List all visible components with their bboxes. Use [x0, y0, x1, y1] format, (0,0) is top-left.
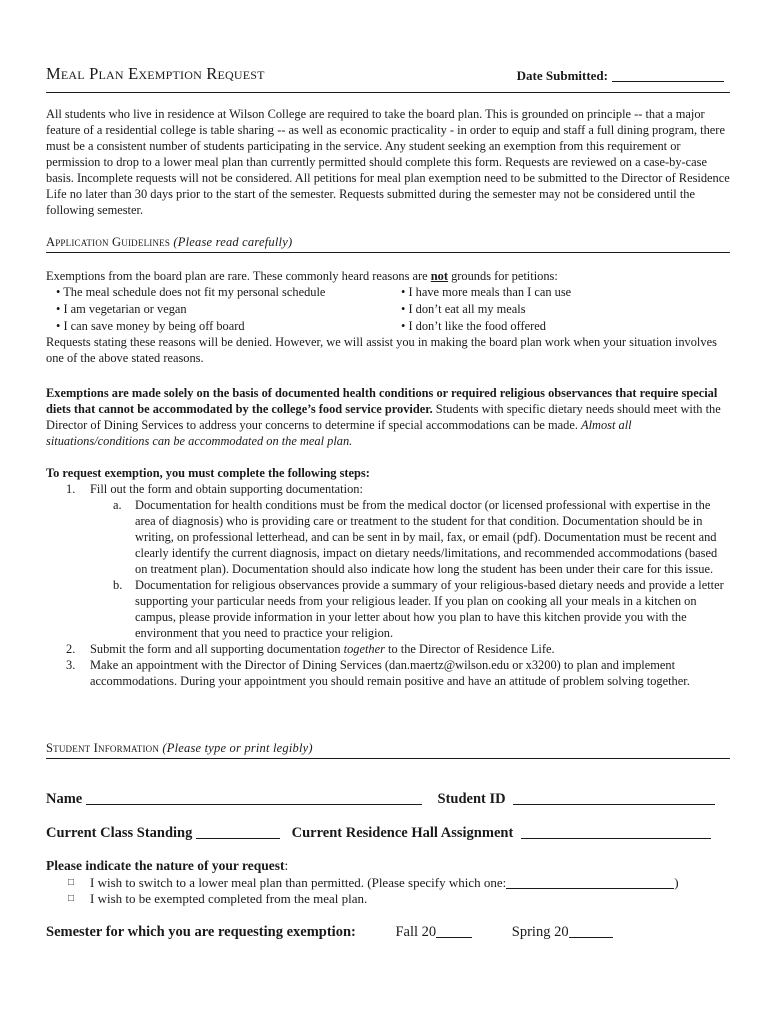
- student-id-field[interactable]: [513, 790, 715, 805]
- step-1a: a. Documentation for health conditions must be from the medical doctor (or licensed professional with expertise in the area of diagnosis) who is providing care or treatment to the student for that condition. Documentation should be in writing, on professional letterhead, and can be sent in by mail, fax, or email (pdf). Documentation must be recent and clearly identify the current diagnosis, impact on dietary needs/limitations, and recommended accommodations (based on treatment plan). Documentation should also indicate how long the student has been under their care for this issue.: [113, 498, 718, 576]
- list-item: • I can save money by being off board: [56, 319, 245, 333]
- steps-heading: To request exemption, you must complete the following steps:: [46, 466, 370, 480]
- intro-paragraph: All students who live in residence at Wilson College are required to take the board plan. This is grounded on principle -- that a major feature of a residential college is table sharing -- as well as economic practicality - in order to equip and staff a full dining program, there must be a consistent number of students participating in the service. Any student seeking an exemption from this requirement or permission to drop to a lower meal plan than currently permitted should complete this form. Requests are reviewed on a case-by-case basis. Incomplete requests will not be considered. All petitions for meal plan exemption need to be submitted to the Director of Residence Life no later than 30 days prior to the start of the semester. Requests submitted during the semester may not be considered until the following semester.: [46, 107, 730, 217]
- guidelines-rule: [46, 252, 730, 253]
- date-submitted: [517, 68, 724, 84]
- semester-label: Semester for which you are requesting exemption:: [46, 924, 356, 940]
- step-3: 3. Make an appointment with the Director of Dining Services (dan.maertz@wilson.edu or x3200) to plan and implement accommodations. During your appointment you should remain positive and have an attitude of problem solving together.: [66, 658, 690, 688]
- page-title: Meal Plan Exemption Request: [46, 64, 265, 83]
- steps-list: [46, 481, 730, 689]
- step-1b: b. Documentation for religious observances provide a summary of your religious-based dietary needs and provide a letter supporting your particular needs from your religious leader. If you plan on cooking all your meals in a kitchen on campus, please provide information in your letter about how you plan to have this kitchen provide you with the environment that you need to practice your religion.: [113, 578, 724, 640]
- guidelines-heading: [46, 234, 292, 250]
- spring-label: Spring 20: [511, 924, 569, 940]
- guidelines-lead: Exemptions from the board plan are rare. These commonly heard reasons are not grounds for petitions:: [46, 269, 558, 283]
- student-info-rule: [46, 758, 730, 759]
- name-field[interactable]: [86, 790, 422, 805]
- guidelines-heading-text: Application Guidelines: [46, 235, 171, 249]
- step-2: 2. Submit the form and all supporting documentation together to the Director of Residence Life.: [66, 642, 555, 656]
- exemption-paragraph: Exemptions are made solely on the basis of documented health conditions or required religious observances that require special diets that cannot be accommodated by the college’s food service provider. Students with specific dietary needs should meet with the Director of Dining Services to address your concerns to determine if special accommodations can be made. Almost all situations/conditions can be accommodated on the meal plan.: [46, 386, 721, 448]
- fall-year-field[interactable]: [436, 924, 472, 938]
- residence-hall-label: Current Residence Hall Assignment: [291, 825, 514, 841]
- meal-plan-field[interactable]: [506, 876, 674, 889]
- student-id-label: Student ID: [437, 791, 506, 807]
- option-lower-plan: □ I wish to switch to a lower meal plan than permitted. (Please specify which one: ): [68, 875, 679, 890]
- step-1: 1. Fill out the form and obtain supporting documentation:: [66, 482, 363, 496]
- semester-row: [46, 924, 730, 940]
- student-info-heading-text: Student Information: [46, 741, 160, 755]
- steps-section: [46, 465, 730, 689]
- denied-paragraph: Requests stating these reasons will be denied. However, we will assist you in making the board plan work when your situation involves one of the above stated reasons.: [46, 335, 717, 365]
- checkbox-exempt[interactable]: □: [68, 893, 75, 904]
- list-item: • I don’t eat all my meals: [401, 302, 526, 316]
- list-item: • The meal schedule does not fit my personal schedule: [56, 285, 326, 299]
- checkbox-lower-plan[interactable]: □: [68, 877, 75, 888]
- header: [46, 66, 730, 90]
- reasons-list: [46, 284, 730, 332]
- name-label: Name: [46, 791, 83, 807]
- guidelines-body: [46, 268, 730, 366]
- class-standing-label: Current Class Standing: [46, 825, 193, 841]
- residence-hall-field[interactable]: [521, 824, 711, 839]
- header-rule: [46, 92, 730, 93]
- student-info-heading-note: (Please type or print legibly): [162, 741, 313, 755]
- fall-label: Fall 20: [395, 924, 437, 940]
- list-item: • I don’t like the food offered: [401, 319, 546, 333]
- date-submitted-label: Date Submitted:: [516, 68, 608, 83]
- guidelines-heading-note: (Please read carefully): [173, 235, 293, 249]
- standing-row: [46, 824, 730, 841]
- list-item: • I have more meals than I can use: [401, 285, 572, 299]
- student-info-heading: [46, 740, 313, 756]
- name-row: [46, 790, 730, 807]
- not-emphasis: not: [430, 269, 448, 283]
- class-standing-field[interactable]: [196, 824, 280, 839]
- nature-label: Please indicate the nature of your request: [46, 858, 285, 873]
- spring-year-field[interactable]: [569, 924, 613, 938]
- request-options: [46, 875, 730, 907]
- date-submitted-field[interactable]: [612, 68, 724, 82]
- list-item: • I am vegetarian or vegan: [56, 302, 187, 316]
- option-exempt: □ I wish to be exempted completed from the meal plan.: [68, 891, 368, 906]
- nature-heading: Please indicate the nature of your request:: [46, 858, 289, 873]
